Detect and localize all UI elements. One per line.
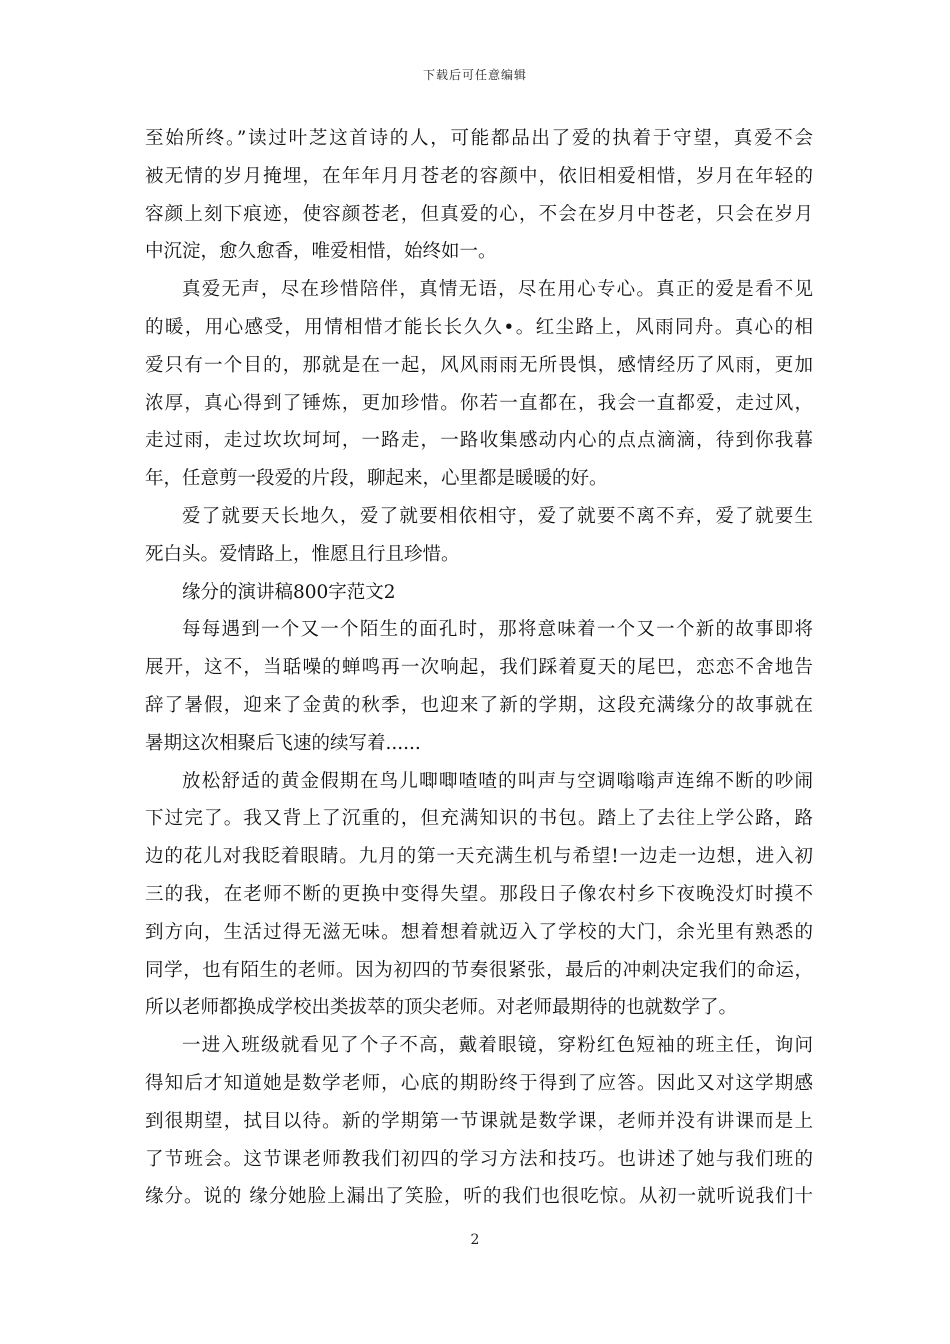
text-line: 暑期这次相聚后飞速的续写着...... [145, 732, 421, 754]
text-line: 到方向，生活过得无滋无味。想着想着就迈入了学校的大门，余光里有熟悉的 [145, 921, 813, 943]
text-line: 年，任意剪一段爱的片段，聊起来，心里都是暖暖的好。 [145, 468, 608, 490]
text-line: 到很期望，拭目以待。新的学期第一节课就是数学课，老师并没有讲课而是上 [145, 1110, 813, 1132]
text-line: 了节班会。这节课老师教我们初四的学习方法和技巧。也讲述了她与我们班的 [145, 1148, 813, 1170]
text-line: 一进入班级就看见了个子不高，戴着眼镜，穿粉红色短袖的班主任，询问 [182, 1035, 813, 1057]
text-line: 所以老师都换成学校出类拔萃的顶尖老师。对老师最期待的也就数学了。 [145, 997, 738, 1019]
text-line: 放松舒适的黄金假期在鸟儿唧唧喳喳的叫声与空调嗡嗡声连绵不断的吵闹 [182, 770, 813, 792]
text-line: 浓厚，真心得到了锤炼，更加珍惜。你若一直都在，我会一直都爱，走过风， [145, 392, 813, 414]
text-line: 得知后才知道她是数学老师，心底的期盼终于得到了应答。因此又对这学期感 [145, 1072, 813, 1094]
text-line: 爱了就要天长地久，爱了就要相依相守，爱了就要不离不弃，爱了就要生 [182, 505, 813, 527]
page-number: 2 [470, 1232, 480, 1248]
text-line: 同学，也有陌生的老师。因为初四的节奏很紧张，最后的冲刺决定我们的命运， [145, 959, 813, 981]
text-line: 死白头。爱情路上，惟愿且行且珍惜。 [145, 543, 460, 565]
document-body [145, 120, 813, 1216]
text-line: 中沉淀，愈久愈香，唯爱相惜，始终如一。 [145, 241, 497, 263]
text-line: 走过雨，走过坎坎坷坷，一路走，一路收集感动内心的点点滴滴，待到你我暮 [145, 430, 813, 452]
text-line: 展开，这不，当聒噪的蝉鸣再一次响起，我们踩着夏天的尾巴，恋恋不舍地告 [145, 657, 813, 679]
text-line: 辞了暑假，迎来了金黄的秋季，也迎来了新的学期，这段充满缘分的故事就在 [145, 694, 813, 716]
text-line: 至始所终。”读过叶芝这首诗的人，可能都品出了爱的执着于守望，真爱不会 [145, 128, 813, 149]
text-line: 容颜上刻下痕迹，使容颜苍老，但真爱的心，不会在岁月中苍老，只会在岁月 [145, 203, 813, 225]
text-line: 下过完了。我又背上了沉重的，但充满知识的书包。踏上了去往上学公路，路 [145, 808, 813, 830]
text-line: 缘分。说的 缘分她脸上漏出了笑脸，听的我们也很吃惊。从初一就听说我们十 [145, 1186, 813, 1208]
page-header: 下载后可任意编辑 [422, 68, 527, 82]
text-line: 爱只有一个目的，那就是在一起，风风雨雨无所畏惧，感情经历了风雨，更加 [145, 354, 813, 376]
text-line: 的暖，用心感受，用情相惜才能长长久久•。红尘路上，风雨同舟。真心的相 [145, 316, 813, 338]
text-line: 三的我，在老师不断的更换中变得失望。那段日子像农村乡下夜晚没灯时摸不 [145, 883, 813, 905]
text-line: 真爱无声，尽在珍惜陪伴，真情无语，尽在用心专心。真正的爱是看不见 [182, 279, 813, 301]
section-heading: 缘分的演讲稿800字范文2 [182, 581, 396, 603]
text-line: 每每遇到一个又一个陌生的面孔时，那将意味着一个又一个新的故事即将 [182, 619, 813, 641]
text-line: 被无情的岁月掩埋，在年年月月苍老的容颜中，依旧相爱相惜，岁月在年轻的 [145, 165, 813, 187]
text-line: 边的花儿对我眨着眼睛。九月的第一天充满生机与希望!一边走一边想，进入初 [145, 846, 813, 868]
